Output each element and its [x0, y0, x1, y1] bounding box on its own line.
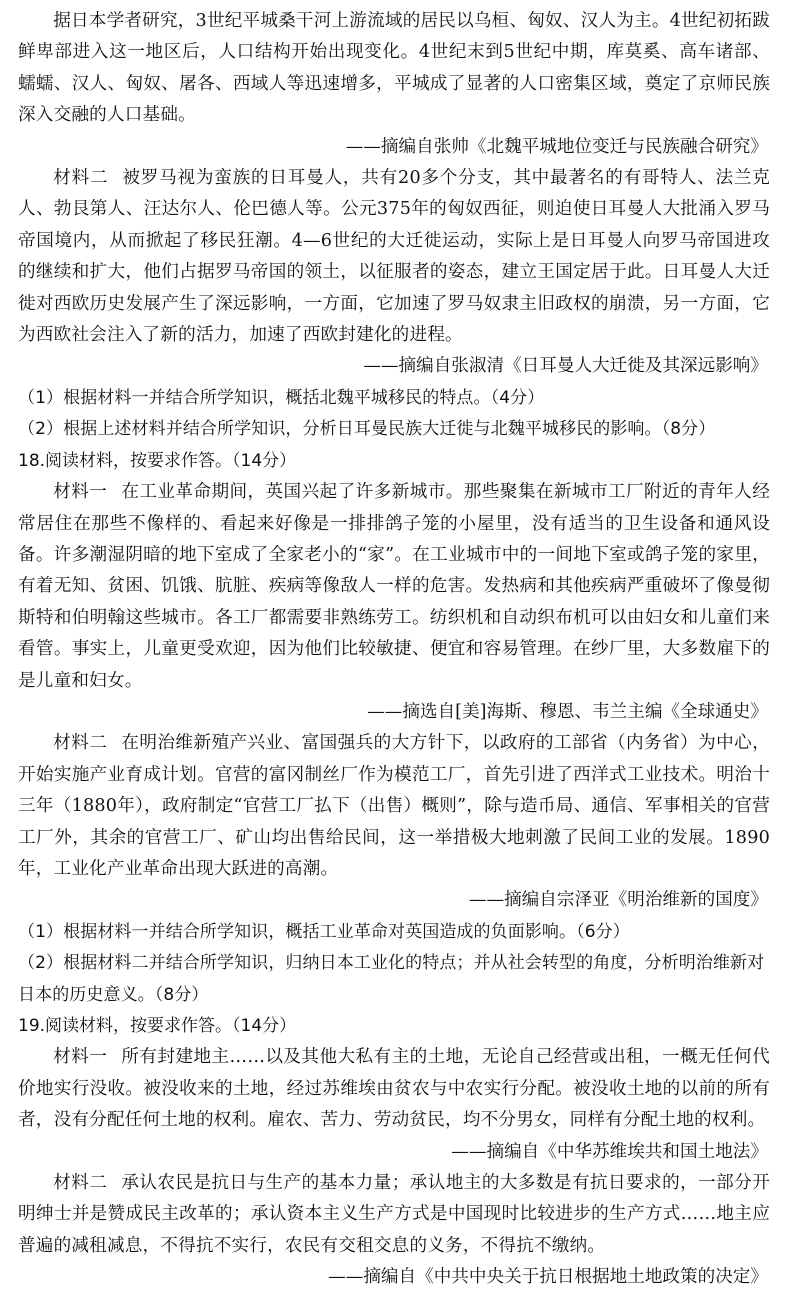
q19-material-2: [18, 1168, 770, 1262]
intro-source: ——摘编自张帅《北魏平城地位变迁与民族融合研究》: [345, 136, 768, 157]
q18-m2-label: 材料二: [53, 733, 108, 754]
q17-m2-label: 材料二: [53, 168, 109, 189]
q17-m2-source: ——摘编自张淑清《日耳曼人大迁徙及其深远影响》: [363, 356, 768, 377]
q18-sub-question-1: （1）根据材料一并结合所学知识，概括工业革命对英国造成的负面影响。（6分）: [18, 921, 630, 942]
q18-m1-source: ——摘选自[美]海斯、穆恩、韦兰主编《全球通史》: [367, 701, 768, 722]
q18-m2-source: ——摘编自宗泽亚《明治维新的国度》: [468, 890, 768, 911]
q19-m2-label: 材料二: [53, 1173, 108, 1194]
q17-material-2: [18, 163, 770, 351]
q19-heading: 19.阅读材料，按要求作答。（14分）: [18, 1016, 297, 1036]
q18-sub-question-2: （2）根据材料二并结合所学知识，归纳日本工业化的特点；并从社会转型的角度，分析明治维新对日本的历史意义。（8分）: [18, 953, 765, 1005]
q19-material-1: [18, 1042, 770, 1136]
q18-m1-label: 材料一: [53, 482, 108, 503]
q19-m2-text: 承认农民是抗日与生产的基本力量；承认地主的大多数是有抗日要求的，一部分开明绅士并是赞成民主改革的；承认资本主义生产方式是中国现时比较进步的生产方式……地主应普遍的减租减息，不得抗不实行，农民有交租交息的义务，不得抗不缴纳。: [18, 1173, 770, 1256]
q19-m1-label: 材料一: [53, 1047, 108, 1068]
q17-sub-question-2: （2）根据上述材料并结合所学知识，分析日耳曼民族大迁徙与北魏平城移民的影响。（8分）: [18, 419, 716, 440]
q18-m1-text: 在工业革命期间，英国兴起了许多新城市。那些聚集在新城市工厂附近的青年人经常居住在那些不像样的、看起来好像是一排排鸽子笼的小屋里，没有适当的卫生设备和通风设备。许多潮湿阴暗的地下室成了全家老小的“家”。在工业城市中的一间地下室或鸽子笼的家里，有着无知、贫困、饥饿、肮脏、疾病等像敌人一样的危害。发热病和其他疾病严重破坏了像曼彻斯特和伯明翰这些城市。各工厂都需要非熟练劳工。纺织机和自动织布机可以由妇女和儿童们来看管。事实上，儿童更受欢迎，因为他们比较敏捷、便宜和容易管理。在纱厂里，大多数雇下的是儿童和妇女。: [18, 482, 770, 691]
q19-m2-source: ——摘编自《中共中央关于抗日根据地土地政策的决定》: [328, 1267, 768, 1288]
q18-m2-text: 在明治维新殖产兴业、富国强兵的大方针下，以政府的工部省（内务省）为中心，开始实施产业育成计划。官营的富冈制丝厂作为模范工厂，首先引进了西洋式工业技术。明治十三年（1880年），政府制定“官营工厂払下（出售）概则”，除与造币局、通信、军事相关的官营工厂外，其余的官营工厂、矿山均出售给民间，这一举措极大地刺激了民间工业的发展。1890年，工业化产业革命出现大跃进的高潮。: [18, 733, 770, 879]
q18-material-1: [18, 477, 770, 697]
q18-material-2: [18, 728, 770, 885]
intro-paragraph: 据日本学者研究，3世纪平城桑干河上游流域的居民以乌桓、匈奴、汉人为主。4世纪初拓跋鲜卑部进入这一地区后，人口结构开始出现变化。4世纪末到5世纪中期，库莫奚、高车诸部、蠕蠕、汉人、匈奴、屠各、西域人等迅速增多，平城成了显著的人口密集区域，奠定了京师民族深入交融的人口基础。: [18, 11, 770, 126]
q19-m1-text: 所有封建地主……以及其他大私有主的土地，无论自己经营或出租，一概无任何代价地实行没收。被没收来的土地，经过苏维埃由贫农与中农实行分配。被没收土地的以前的所有者，没有分配任何土地的权利。雇农、苦力、劳动贫民，均不分男女，同样有分配土地的权利。: [18, 1047, 770, 1131]
q19-m1-source: ——摘编自《中华苏维埃共和国土地法》: [451, 1141, 768, 1162]
q17-sub-question-1: （1）根据材料一并结合所学知识，概括北魏平城移民的特点。（4分）: [18, 387, 545, 408]
q18-heading: 18.阅读材料，按要求作答。（14分）: [18, 450, 297, 471]
q17-m2-text: 被罗马视为蛮族的日耳曼人，共有20多个分支，其中最著名的有哥特人、法兰克人、勃艮第人、汪达尔人、伦巴德人等。公元375年的匈奴西征，则迫使日耳曼人大批涌入罗马帝国境内，从而掀起了移民狂潮。4—6世纪的大迁徙运动，实际上是日耳曼人向罗马帝国进攻的继续和扩大，他们占据罗马帝国的领土，以征服者的姿态，建立王国定居于此。日耳曼人大迁徙对西欧历史发展产生了深远影响，一方面，它加速了罗马奴隶主旧政权的崩溃，另一方面，它为西欧社会注入了新的活力，加速了西欧封建化的进程。: [18, 168, 770, 346]
